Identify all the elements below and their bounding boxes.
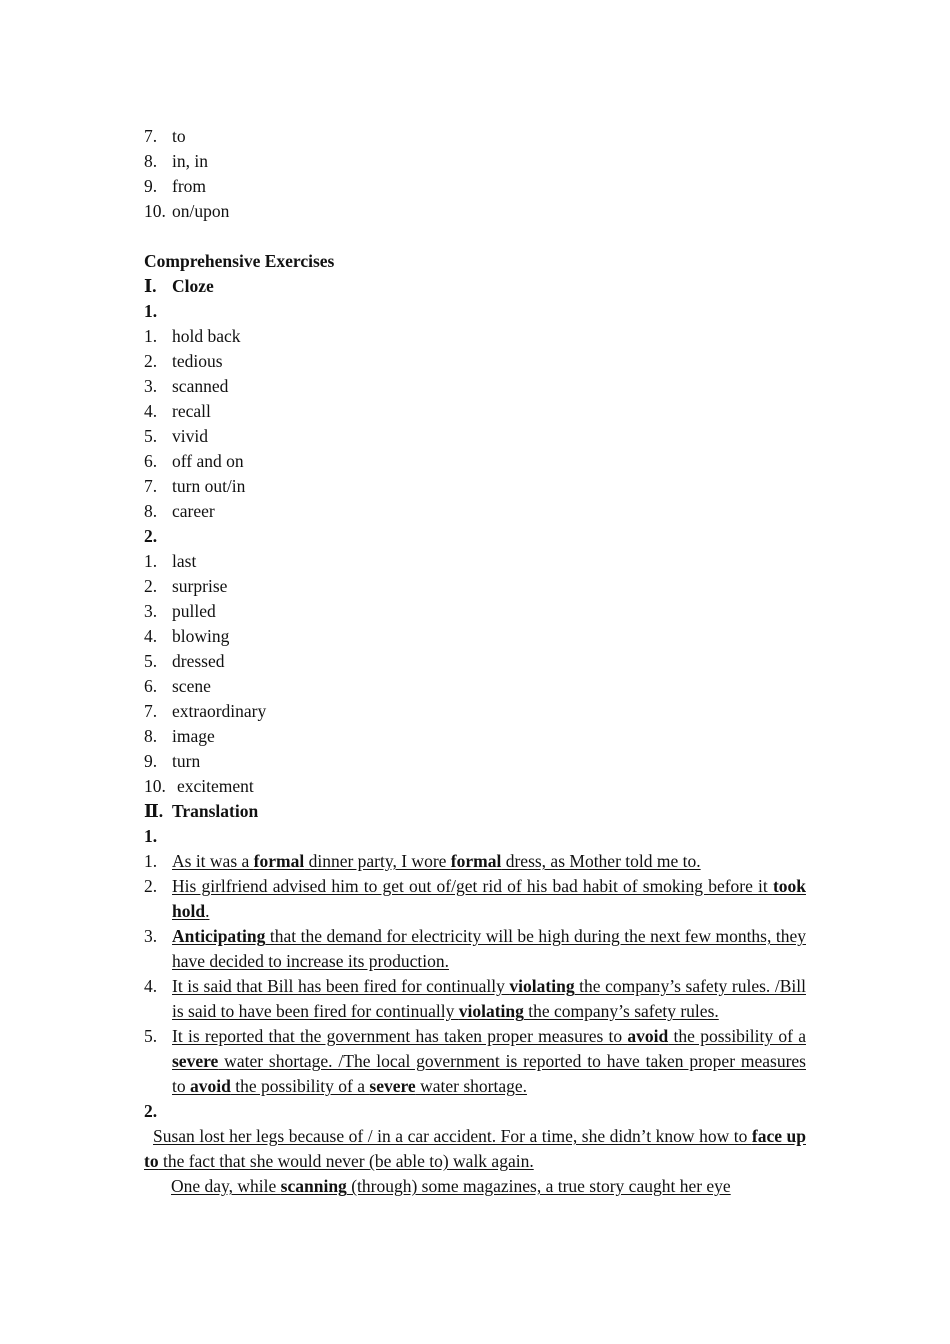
cloze-heading xyxy=(144,274,806,299)
translation-part-1-label: 1. xyxy=(144,826,158,846)
key-term: violating xyxy=(458,1001,524,1021)
cloze-part-1-list xyxy=(144,324,806,524)
item-number: 5. xyxy=(144,1026,158,1046)
item-number: 6. xyxy=(144,676,158,696)
list-item xyxy=(144,774,806,799)
item-number: 7. xyxy=(144,476,158,496)
item-number: 8. xyxy=(144,151,158,171)
item-text: turn xyxy=(172,751,201,771)
item-text: recall xyxy=(172,401,211,421)
text-run: dress, as Mother told me to. xyxy=(501,851,701,871)
key-term: scanning xyxy=(280,1176,347,1196)
item-text: to xyxy=(172,126,186,146)
section-title: Comprehensive Exercises xyxy=(144,251,335,271)
key-term: took hold xyxy=(172,876,806,921)
item-number: 7. xyxy=(144,701,158,721)
roman-numeral: Ⅰ. xyxy=(144,276,157,296)
item-text: excitement xyxy=(177,776,254,796)
text-run: His girlfriend advised him to get out of/get rid of his bad habit of smoking before it xyxy=(172,876,773,896)
item-text: last xyxy=(172,551,197,571)
translation-part-2-label: 2. xyxy=(144,1101,158,1121)
item-number: 3. xyxy=(144,601,158,621)
text-run: dinner party, I wore xyxy=(304,851,451,871)
text-run: the possibility of a xyxy=(668,1026,806,1046)
key-term: formal xyxy=(450,851,502,871)
item-number: 2. xyxy=(144,576,158,596)
text-run: Susan lost her legs because of / in a car accident. For a time, she didn’t know how to xyxy=(153,1126,752,1146)
text-run: (through) some magazines, a true story caught her eye xyxy=(346,1176,731,1196)
translation-sentence xyxy=(172,1024,806,1099)
item-text: off and on xyxy=(172,451,244,471)
text-run: the fact that she would never (be able to) walk again. xyxy=(158,1151,534,1171)
list-item xyxy=(144,599,806,624)
item-text: hold back xyxy=(172,326,241,346)
list-item xyxy=(144,399,806,424)
list-item xyxy=(144,499,806,524)
roman-numeral: Ⅱ. xyxy=(144,801,164,821)
text-run: the possibility of a xyxy=(230,1076,370,1096)
item-number: 3. xyxy=(144,376,158,396)
translation-sentence xyxy=(172,849,806,874)
key-term: formal xyxy=(253,851,305,871)
item-number: 10. xyxy=(144,201,166,221)
item-text: pulled xyxy=(172,601,216,621)
item-number: 4. xyxy=(144,626,158,646)
list-item xyxy=(144,624,806,649)
list-item xyxy=(144,574,806,599)
text-run: It is said that Bill has been fired for continually xyxy=(172,976,510,996)
item-text: scene xyxy=(172,676,211,696)
item-number: 9. xyxy=(144,176,158,196)
translation-item xyxy=(144,924,806,974)
item-number: 2. xyxy=(144,876,158,896)
item-number: 3. xyxy=(144,926,158,946)
list-item xyxy=(144,649,806,674)
item-number: 2. xyxy=(144,351,158,371)
translation-title: Translation xyxy=(172,801,259,821)
item-number: 7. xyxy=(144,126,158,146)
list-item xyxy=(144,174,806,199)
translation-sentence xyxy=(172,924,806,974)
item-text: image xyxy=(172,726,215,746)
answer-list-top xyxy=(144,124,806,224)
list-item xyxy=(144,449,806,474)
text-run: that the demand for electricity will be high during the next few months, they have decided to increase its production. xyxy=(172,926,806,971)
list-item xyxy=(144,674,806,699)
text-run: the company’s safety rules. /Bill is said to have been fired for continually xyxy=(172,976,806,1021)
item-number: 5. xyxy=(144,426,158,446)
spacer xyxy=(144,224,806,249)
item-number: 6. xyxy=(144,451,158,471)
list-item xyxy=(144,724,806,749)
item-text: surprise xyxy=(172,576,228,596)
key-term: avoid xyxy=(190,1076,231,1096)
translation-item xyxy=(144,849,806,874)
translation-sentence xyxy=(172,974,806,1024)
translation-list xyxy=(144,849,806,1099)
item-text: in, in xyxy=(172,151,208,171)
item-text: turn out/in xyxy=(172,476,246,496)
item-number: 8. xyxy=(144,726,158,746)
list-item xyxy=(144,549,806,574)
list-item xyxy=(144,424,806,449)
text-run: As it was a xyxy=(172,851,254,871)
item-text: on/upon xyxy=(172,201,230,221)
item-number: 5. xyxy=(144,651,158,671)
cloze-title: Cloze xyxy=(172,276,214,296)
cloze-part-1-label: 1. xyxy=(144,301,158,321)
list-item xyxy=(144,199,806,224)
item-number: 8. xyxy=(144,501,158,521)
text-run: One day, while xyxy=(171,1176,281,1196)
key-term: severe xyxy=(369,1076,416,1096)
cloze-part-2-label: 2. xyxy=(144,526,158,546)
document-page xyxy=(144,124,806,1199)
item-number: 1. xyxy=(144,326,158,346)
key-term: severe xyxy=(172,1051,219,1071)
text-run: It is reported that the government has taken proper measures to xyxy=(172,1026,628,1046)
passage-paragraph xyxy=(144,1124,806,1174)
cloze-part-2-list xyxy=(144,549,806,799)
list-item xyxy=(144,124,806,149)
item-number: 4. xyxy=(144,401,158,421)
item-number: 1. xyxy=(144,551,158,571)
key-term: face up to xyxy=(144,1126,806,1171)
item-text: extraordinary xyxy=(172,701,267,721)
list-item xyxy=(144,474,806,499)
text-run: . xyxy=(205,901,210,921)
text-run: water shortage. xyxy=(415,1076,527,1096)
list-item xyxy=(144,699,806,724)
item-number: 4. xyxy=(144,976,158,996)
translation-sentence xyxy=(172,874,806,924)
item-text: from xyxy=(172,176,207,196)
translation-item xyxy=(144,1024,806,1099)
list-item xyxy=(144,749,806,774)
passage-paragraph xyxy=(144,1174,806,1199)
list-item xyxy=(144,149,806,174)
item-text: dressed xyxy=(172,651,225,671)
item-text: vivid xyxy=(172,426,208,446)
item-text: tedious xyxy=(172,351,223,371)
key-term: violating xyxy=(509,976,575,996)
item-number: 10. xyxy=(144,776,166,796)
text-run: the company’s safety rules. xyxy=(523,1001,719,1021)
item-number: 1. xyxy=(144,851,158,871)
item-text: blowing xyxy=(172,626,230,646)
translation-item xyxy=(144,874,806,924)
item-number: 9. xyxy=(144,751,158,771)
translation-item xyxy=(144,974,806,1024)
item-text: career xyxy=(172,501,215,521)
key-term: Anticipating xyxy=(172,926,266,946)
list-item xyxy=(144,374,806,399)
item-text: scanned xyxy=(172,376,229,396)
key-term: avoid xyxy=(627,1026,669,1046)
list-item xyxy=(144,349,806,374)
text-run: water shortage. /The local government is reported to have taken proper measures to xyxy=(172,1051,806,1096)
list-item xyxy=(144,324,806,349)
translation-heading xyxy=(144,799,806,824)
